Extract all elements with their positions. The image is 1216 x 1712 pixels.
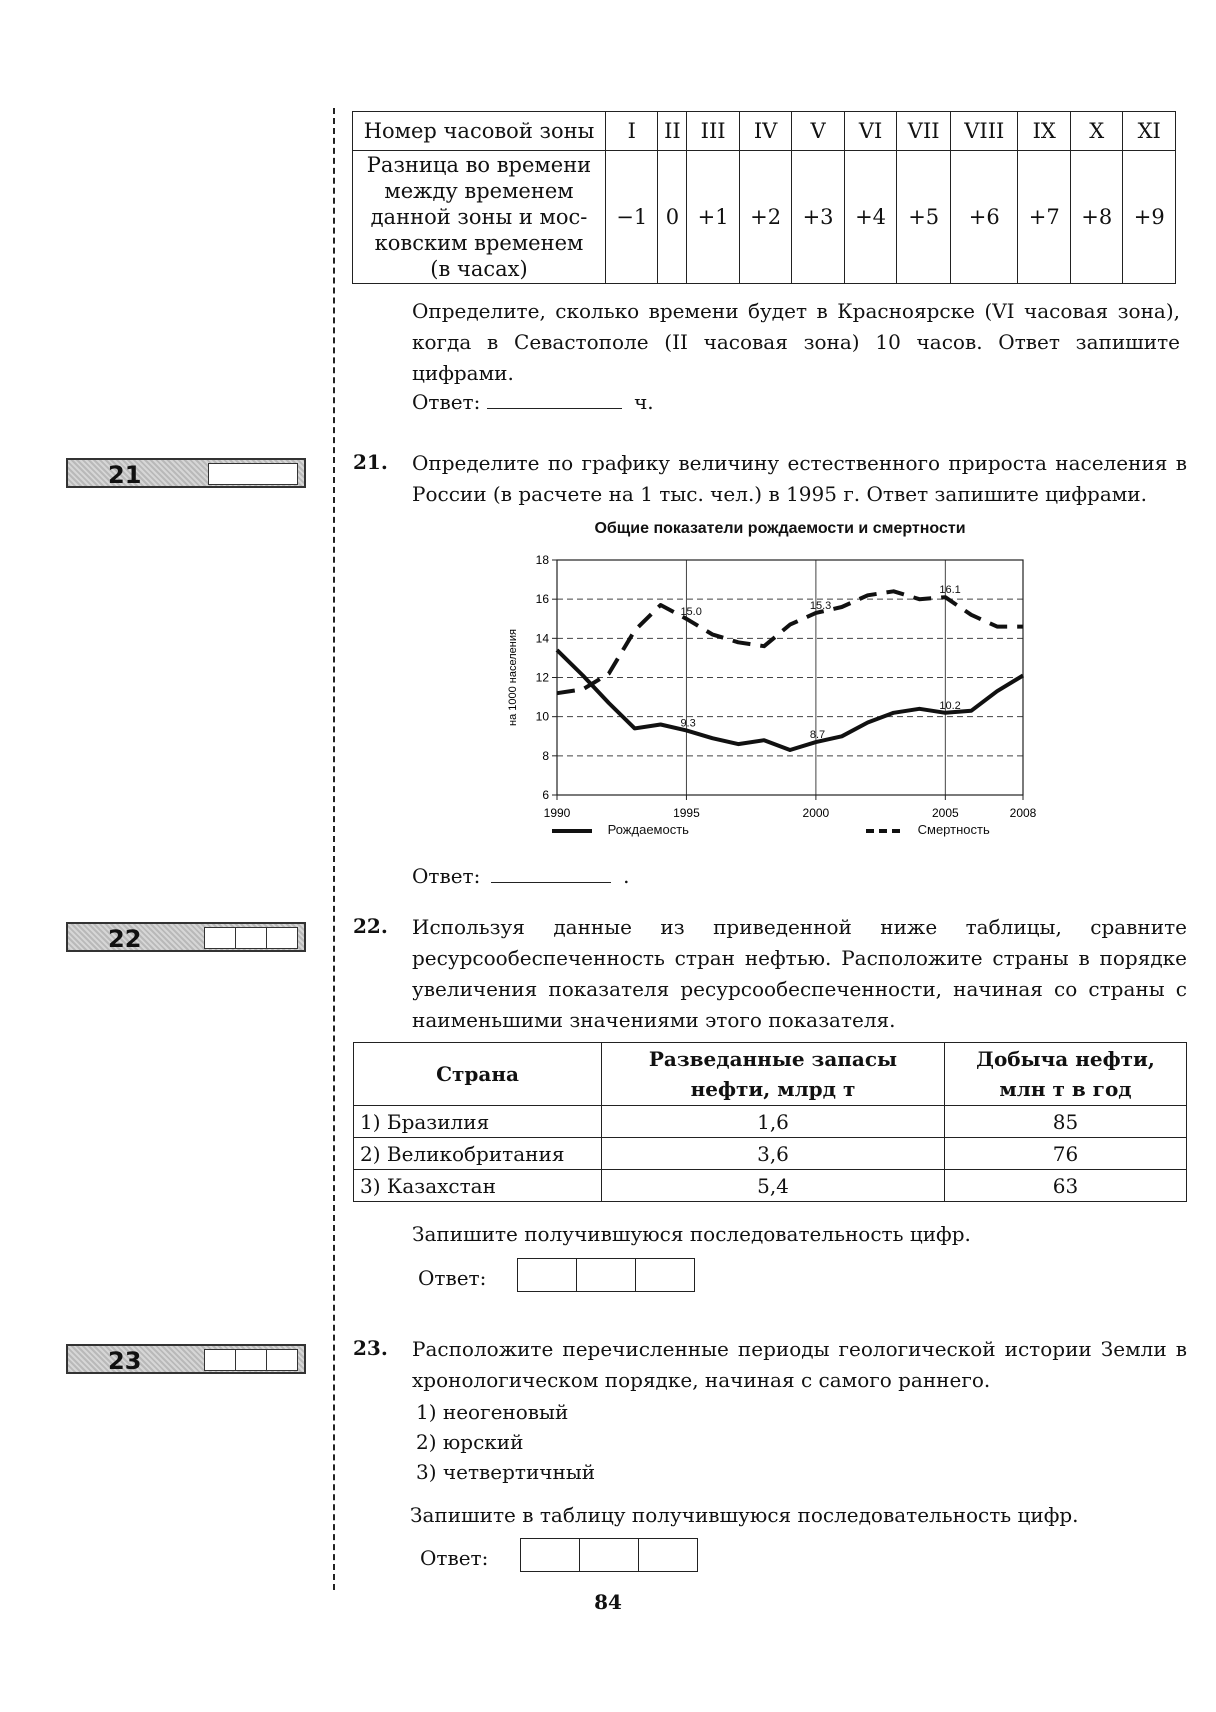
q23-option: 1) неогеновый	[416, 1400, 569, 1424]
oil-table	[353, 1042, 1187, 1202]
diff-label-line: (в часах)	[430, 257, 528, 281]
chart-title: Общие показатели рождаемости и смертности	[594, 520, 966, 537]
q22-side-number: 22	[108, 925, 142, 953]
q22-instruction: Запишите получившуюся последовательность цифр.	[412, 1222, 971, 1246]
table-row	[354, 1138, 1187, 1170]
zone-cell: V	[792, 112, 844, 151]
y-tick-label: 16	[535, 592, 549, 607]
timezone-table	[352, 111, 1176, 284]
reserves-cell: 3,6	[602, 1138, 945, 1170]
diff-cell: −1	[606, 151, 658, 284]
diff-label-line: между временем	[384, 179, 574, 203]
q23-side-number: 23	[108, 1347, 142, 1375]
q21-side-answer-box	[66, 458, 306, 488]
timezone-header-label: Номер часовой зоны	[353, 112, 606, 151]
country-cell: 3) Казахстан	[354, 1170, 602, 1202]
q23-number: 23.	[353, 1336, 388, 1360]
diff-cell: +4	[844, 151, 896, 284]
oil-header-country: Страна	[354, 1043, 602, 1106]
q23-side-cells	[204, 1349, 298, 1371]
zone-cell: X	[1070, 112, 1122, 151]
q23-answer-label: Ответ:	[420, 1546, 489, 1570]
q22-text: Используя данные из приведенной ниже таблицы, сравните ресурсообеспеченность стран нефтью. Расположите страны в порядке увеличения показателя ресурсообеспеченности, начиная со страны с наименьшими значениями этого показателя.	[412, 915, 1187, 1032]
side-cell[interactable]	[204, 927, 236, 949]
page-number: 84	[594, 1590, 622, 1614]
diff-label-line: данной зоны и мос-	[370, 205, 588, 229]
data-label: 15.0	[680, 605, 702, 618]
side-cell[interactable]	[267, 1349, 298, 1371]
q21-text: Определите по графику величину естественного прироста населения в России (в расчете на 1 тыс. чел.) в 1995 г. Ответ запишите цифрами.	[412, 451, 1187, 506]
timezone-diff-label	[353, 151, 606, 284]
data-label: 16.1	[939, 584, 961, 597]
q21-answer-blank[interactable]	[491, 864, 611, 883]
timezone-diff-row	[353, 151, 1176, 284]
diff-cell: +9	[1123, 151, 1176, 284]
y-tick-label: 6	[542, 788, 549, 802]
legend-birth-swatch	[552, 829, 592, 833]
zone-cell: VII	[897, 112, 951, 151]
q22-side-cells	[204, 927, 298, 949]
answer-cell[interactable]	[580, 1538, 639, 1572]
diff-label-line: Разница во времени	[366, 153, 592, 177]
zone-cell: I	[606, 112, 658, 151]
legend-death-swatch	[866, 829, 900, 833]
oil-header-reserves: Разведанные запасы нефти, млрд т	[602, 1043, 945, 1106]
table-row	[354, 1106, 1187, 1138]
q21-side-answer-cell[interactable]	[208, 463, 298, 485]
diff-cell: +2	[739, 151, 791, 284]
country-cell: 1) Бразилия	[354, 1106, 602, 1138]
side-cell[interactable]	[267, 927, 298, 949]
zone-cell: IV	[739, 112, 791, 151]
oil-header-production: Добыча нефти, млн т в год	[945, 1043, 1187, 1106]
q23-side-answer-box	[66, 1344, 306, 1374]
production-cell: 76	[945, 1138, 1187, 1170]
q23-instruction: Запишите в таблицу получившуюся последовательность цифр.	[410, 1503, 1079, 1527]
q22-side-answer-box	[66, 922, 306, 952]
y-tick-label: 10	[535, 709, 549, 724]
reserves-cell: 5,4	[602, 1170, 945, 1202]
y-tick-label: 18	[535, 553, 549, 567]
zone-cell: VI	[844, 112, 896, 151]
diff-cell: +5	[897, 151, 951, 284]
diff-cell: 0	[658, 151, 687, 284]
y-tick-label: 14	[535, 631, 549, 646]
q21-answer	[412, 864, 629, 888]
q23-option: 3) четвертичный	[416, 1460, 596, 1484]
q21-number: 21.	[353, 450, 388, 474]
side-cell[interactable]	[236, 927, 267, 949]
zone-cell: IX	[1018, 112, 1070, 151]
zone-cell: VIII	[951, 112, 1018, 151]
q21-answer-suffix: .	[623, 864, 630, 888]
cut-line	[333, 108, 335, 1590]
q21-answer-label: Ответ:	[412, 864, 481, 888]
q22-answer-label: Ответ:	[418, 1266, 487, 1290]
q23-text: Расположите перечисленные периоды геологической истории Земли в хронологическом порядке, начиная с самого раннего.	[412, 1337, 1187, 1392]
oil-header-row	[354, 1043, 1187, 1106]
data-label: 8.7	[809, 729, 826, 742]
diff-cell: +1	[687, 151, 739, 284]
diff-cell: +3	[792, 151, 844, 284]
y-tick-label: 8	[542, 748, 549, 763]
diff-cell: +7	[1018, 151, 1070, 284]
production-cell: 63	[945, 1170, 1187, 1202]
side-cell[interactable]	[236, 1349, 267, 1371]
zone-cell: XI	[1123, 112, 1176, 151]
country-cell: 2) Великобритания	[354, 1138, 602, 1170]
x-tick-label: 1995	[673, 806, 700, 820]
legend-death-label: Смертность	[917, 822, 990, 837]
q22-number: 22.	[353, 914, 388, 938]
chart	[500, 545, 1060, 845]
data-label: 10.2	[939, 699, 961, 712]
diff-label-line: ковским временем	[374, 231, 584, 255]
legend-birth	[552, 822, 689, 837]
reserves-cell: 1,6	[602, 1106, 945, 1138]
q20-answer-blank[interactable]	[487, 390, 622, 409]
x-tick-label: 2005	[931, 806, 959, 820]
answer-cell[interactable]	[577, 1258, 636, 1292]
diff-cell: +8	[1070, 151, 1122, 284]
y-axis-label: на 1000 населения	[507, 629, 519, 726]
timezone-header-row	[353, 112, 1176, 151]
production-cell: 85	[945, 1106, 1187, 1138]
q23-answer-cells	[520, 1538, 698, 1572]
q20-text: Определите, сколько времени будет в Красноярске (VI часовая зона), когда в Севастополе (II часовая зона) 10 часов. Ответ запишите цифрами.	[412, 299, 1180, 385]
answer-cell[interactable]	[639, 1538, 698, 1572]
q22-answer-cells	[517, 1258, 695, 1292]
zone-cell: II	[658, 112, 687, 151]
x-tick-label: 2000	[802, 806, 830, 820]
table-row	[354, 1170, 1187, 1202]
q21-side-number: 21	[108, 461, 142, 489]
data-label: 15.3	[809, 599, 832, 612]
data-label: 9.3	[680, 717, 696, 730]
y-tick-label: 12	[535, 670, 549, 685]
answer-cell[interactable]	[520, 1538, 580, 1572]
x-tick-label: 2008	[1009, 806, 1037, 820]
side-cell[interactable]	[204, 1349, 236, 1371]
q20-answer	[412, 390, 654, 414]
q23-option: 2) юрский	[416, 1430, 524, 1454]
zone-cell: III	[687, 112, 739, 151]
x-tick-label: 1990	[543, 806, 571, 820]
answer-cell[interactable]	[517, 1258, 577, 1292]
legend-birth-label: Рождаемость	[607, 822, 689, 837]
q20-unit: ч.	[634, 390, 654, 414]
legend-death	[866, 822, 990, 837]
diff-cell: +6	[951, 151, 1018, 284]
answer-cell[interactable]	[636, 1258, 695, 1292]
q20-answer-label: Ответ:	[412, 390, 481, 414]
